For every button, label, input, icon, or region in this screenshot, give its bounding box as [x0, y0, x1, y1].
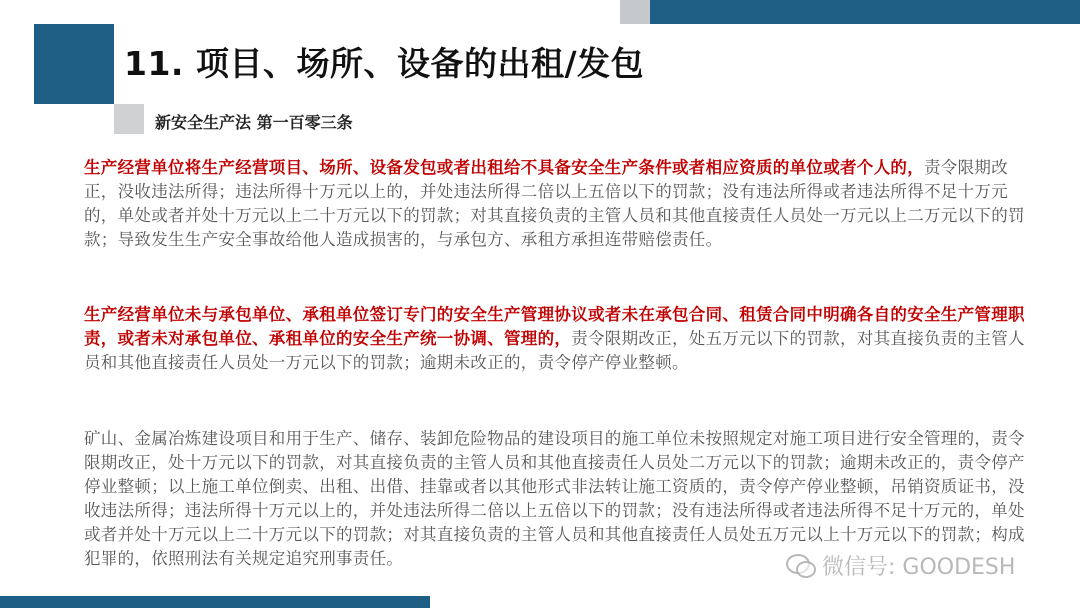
article-paragraph-1 [84, 156, 1040, 252]
title-accent-gray-square [114, 104, 144, 134]
watermark-text: 微信号: GOODESH [822, 555, 1016, 580]
top-decor-gray-bar [620, 0, 650, 24]
penalty-text: 责令限期改正，处五万元以下的罚款，对其直接负责的主管人员和其他直接责任人员处一万元以下的罚款；逾期未改正的，责令停产停业整顿。 [84, 329, 1025, 372]
penalty-text: 矿山、金属冶炼建设项目和用于生产、储存、装卸危险物品的建设项目的施工单位未按照规定对施工项目进行安全管理的，责令限期改正，处十万元以下的罚款，对其直接负责的主管人员和其他直接责任人员处二万元以下的罚款；逾期未改正的，责令停产停业整顿；以上施工单位倒卖、出租、出借、挂靠或者以其他形式非法转让施工资质的，责令停产停业整顿，吊销资质证书，没收违法所得；违法所得十万元以上的，并处违法所得二倍以上五倍以下的罚款；没有违法所得或者违法所得不足十万元的，单处或者并处十万元以上二十万元以下的罚款；对其直接负责的主管人员和其他直接责任人员处五万元以上十万元以下的罚款；构成犯罪的，依照刑法有关规定追究刑事责任。 [84, 429, 1025, 568]
slide-title: 11. 项目、场所、设备的出租/发包 [124, 44, 645, 83]
slide-subtitle: 新安全生产法 第一百零三条 [155, 113, 353, 132]
wechat-icon [786, 554, 816, 578]
bottom-decor-blue-bar [0, 596, 430, 608]
article-paragraph-2 [84, 303, 1040, 375]
highlighted-clause: 生产经营单位未与承包单位、承租单位签订专门的安全生产管理协议或者未在承包合同、租赁合同中明确各自的安全生产管理职责，或者未对承包单位、承租单位的安全生产统一协调、管理的， [84, 305, 1025, 348]
top-decor-blue-bar [650, 0, 1080, 24]
penalty-text: 责令限期改正，没收违法所得；违法所得十万元以上的，并处违法所得二倍以上五倍以下的罚款；没有违法所得或者违法所得不足十万元的，单处或者并处十万元以上二十万元以下的罚款；对其直接负责的主管人员和其他直接责任人员处一万元以上二万元以下的罚款；导致发生生产安全事故给他人造成损害的，与承包方、承租方承担连带赔偿责任。 [84, 158, 1025, 249]
title-accent-blue-square [34, 24, 114, 104]
wechat-watermark [786, 550, 1015, 581]
highlighted-clause: 生产经营单位将生产经营项目、场所、设备发包或者出租给不具备安全生产条件或者相应资质的单位或者个人的， [84, 158, 924, 177]
